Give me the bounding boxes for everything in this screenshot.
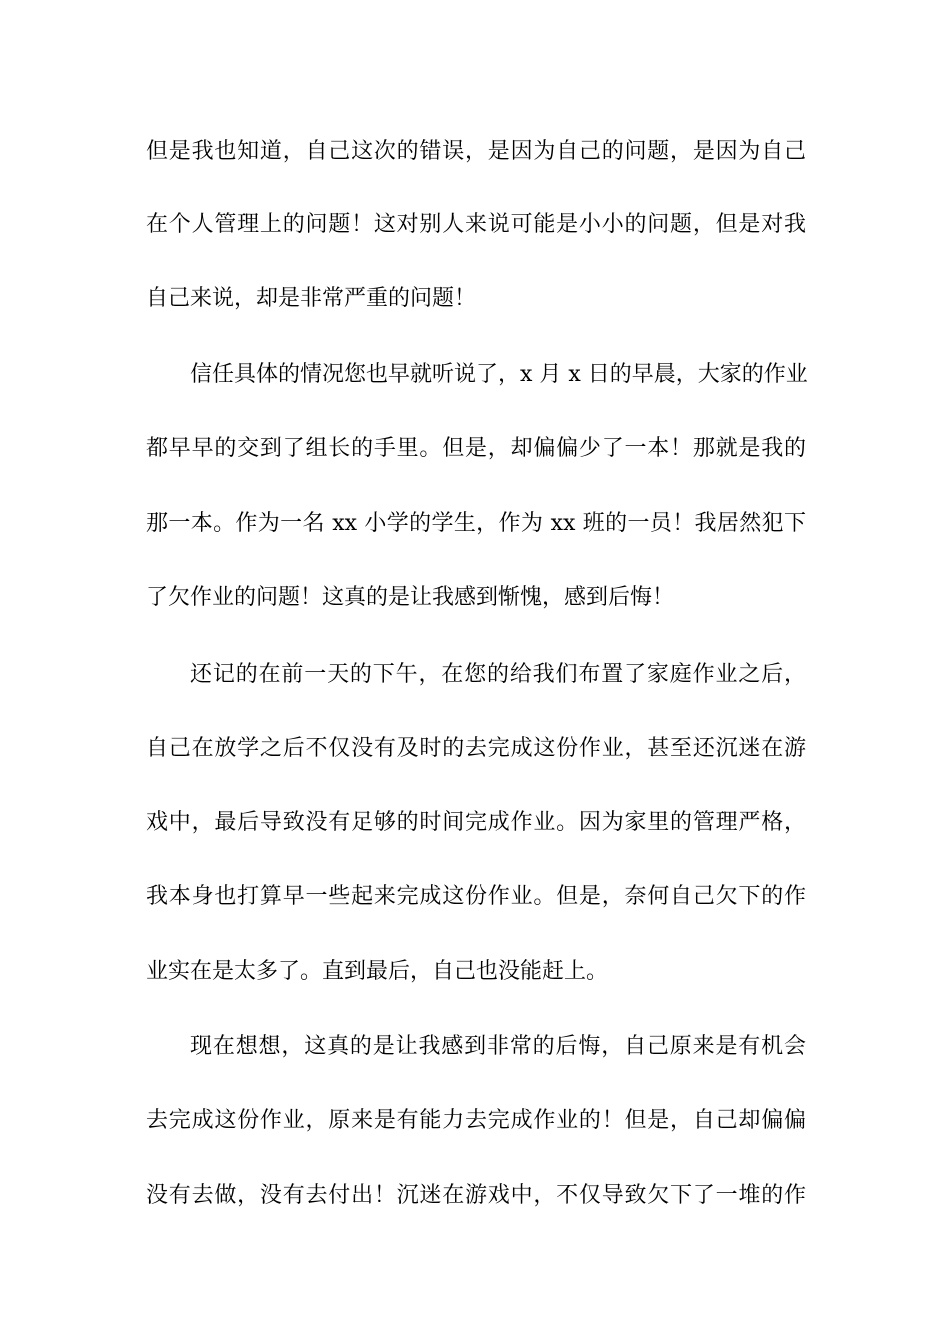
paragraph-line: 但是我也知道，自己这次的错误，是因为自己的问题，是因为自己: [146, 139, 806, 164]
paragraph-line: 在个人管理上的问题！这对别人来说可能是小小的问题，但是对我: [146, 212, 806, 237]
paragraph-line: 自己来说，却是非常严重的问题！: [146, 286, 477, 311]
paragraph-line: 了欠作业的问题！这真的是让我感到惭愧，感到后悔！: [146, 585, 675, 610]
paragraph-line: 去完成这份作业，原来是有能力去完成作业的！但是，自己却偏偏: [146, 1108, 806, 1133]
paragraph-line: 现在想想，这真的是让我感到非常的后悔，自己原来是有机会: [190, 1034, 806, 1059]
paragraph-line: 自己在放学之后不仅没有及时的去完成这份作业，甚至还沉迷在游: [146, 736, 806, 761]
paragraph-line: 我本身也打算早一些起来完成这份作业。但是，奈何自己欠下的作: [146, 884, 806, 909]
paragraph-line: 都早早的交到了组长的手里。但是，却偏偏少了一本！那就是我的: [146, 436, 806, 461]
paragraph-line: 业实在是太多了。直到最后，自己也没能赶上。: [146, 959, 609, 984]
paragraph-line: 信任具体的情况您也早就听说了，x 月 x 日的早晨，大家的作业: [190, 362, 808, 387]
paragraph-line: 还记的在前一天的下午，在您的给我们布置了家庭作业之后，: [190, 662, 806, 687]
paragraph-line: 戏中，最后导致没有足够的时间完成作业。因为家里的管理严格，: [146, 810, 806, 835]
paragraph-line: 那一本。作为一名 xx 小学的学生，作为 xx 班的一员！我居然犯下: [146, 511, 806, 536]
paragraph-line: 没有去做，没有去付出！沉迷在游戏中，不仅导致欠下了一堆的作: [146, 1183, 806, 1208]
